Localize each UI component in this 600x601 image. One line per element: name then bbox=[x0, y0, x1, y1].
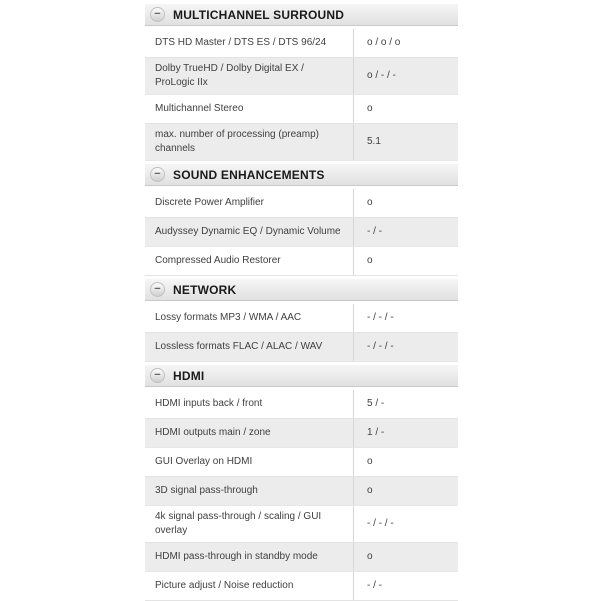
section-network bbox=[145, 279, 458, 362]
spec-row bbox=[145, 218, 458, 247]
spec-row bbox=[145, 29, 458, 58]
spec-value: o bbox=[353, 189, 458, 217]
section-header-network[interactable] bbox=[145, 279, 458, 301]
spec-row bbox=[145, 304, 458, 333]
spec-value: - / - bbox=[353, 572, 458, 600]
spec-value: o bbox=[353, 477, 458, 505]
spec-value: o bbox=[353, 247, 458, 275]
spec-label: Picture adjust / Noise reduction bbox=[155, 580, 294, 591]
spec-row bbox=[145, 572, 458, 601]
collapse-minus-icon[interactable]: − bbox=[150, 282, 165, 297]
spec-value: - / - / - bbox=[353, 506, 458, 542]
collapse-minus-icon[interactable]: − bbox=[150, 7, 165, 22]
spec-row bbox=[145, 333, 458, 362]
spec-label: HDMI pass-through in standby mode bbox=[155, 551, 318, 562]
collapse-minus-icon[interactable]: − bbox=[150, 167, 165, 182]
spec-label: HDMI outputs main / zone bbox=[155, 427, 271, 438]
spec-row bbox=[145, 390, 458, 419]
spec-label: HDMI inputs back / front bbox=[155, 398, 263, 409]
spec-row bbox=[145, 419, 458, 448]
spec-value: o / - / - bbox=[353, 58, 458, 94]
section-header-multichannel-surround[interactable] bbox=[145, 4, 458, 26]
spec-row bbox=[145, 543, 458, 572]
spec-row bbox=[145, 124, 458, 161]
section-title: HDMI bbox=[173, 368, 205, 383]
spec-label: Discrete Power Amplifier bbox=[155, 197, 264, 208]
spec-value: - / - / - bbox=[353, 304, 458, 332]
collapse-minus-icon[interactable]: − bbox=[150, 368, 165, 383]
spec-value: o bbox=[353, 543, 458, 571]
spec-label: 4k signal pass-through / scaling / GUI overlay bbox=[155, 511, 322, 536]
section-title: SOUND ENHANCEMENTS bbox=[173, 167, 325, 182]
spec-label: Lossless formats FLAC / ALAC / WAV bbox=[155, 341, 323, 352]
spec-label: 3D signal pass-through bbox=[155, 485, 258, 496]
section-header-hdmi[interactable] bbox=[145, 365, 458, 387]
spec-row bbox=[145, 477, 458, 506]
spec-value: - / - / - bbox=[353, 333, 458, 361]
spec-value: - / - bbox=[353, 218, 458, 246]
section-hdmi bbox=[145, 365, 458, 601]
spec-value: 5.1 bbox=[353, 124, 458, 160]
section-title: NETWORK bbox=[173, 282, 237, 297]
spec-label: max. number of processing (preamp) channels bbox=[155, 129, 319, 154]
spec-label: Audyssey Dynamic EQ / Dynamic Volume bbox=[155, 226, 341, 237]
spec-label: Lossy formats MP3 / WMA / AAC bbox=[155, 312, 302, 323]
spec-value: o bbox=[353, 95, 458, 123]
spec-row bbox=[145, 506, 458, 543]
spec-row bbox=[145, 448, 458, 477]
spec-table bbox=[145, 4, 458, 601]
spec-row bbox=[145, 247, 458, 276]
spec-label: Compressed Audio Restorer bbox=[155, 255, 281, 266]
spec-label: GUI Overlay on HDMI bbox=[155, 456, 253, 467]
section-header-sound-enhancements[interactable] bbox=[145, 164, 458, 186]
section-title: MULTICHANNEL SURROUND bbox=[173, 7, 345, 22]
section-sound-enhancements bbox=[145, 164, 458, 276]
spec-label: Multichannel Stereo bbox=[155, 103, 244, 114]
spec-label: Dolby TrueHD / Dolby Digital EX / ProLogic IIx bbox=[155, 63, 304, 88]
spec-row bbox=[145, 95, 458, 124]
spec-value: o / o / o bbox=[353, 29, 458, 57]
spec-value: 5 / - bbox=[353, 390, 458, 418]
section-multichannel-surround bbox=[145, 4, 458, 161]
spec-label: DTS HD Master / DTS ES / DTS 96/24 bbox=[155, 37, 327, 48]
spec-value: o bbox=[353, 448, 458, 476]
spec-row bbox=[145, 189, 458, 218]
spec-value: 1 / - bbox=[353, 419, 458, 447]
spec-row bbox=[145, 58, 458, 95]
